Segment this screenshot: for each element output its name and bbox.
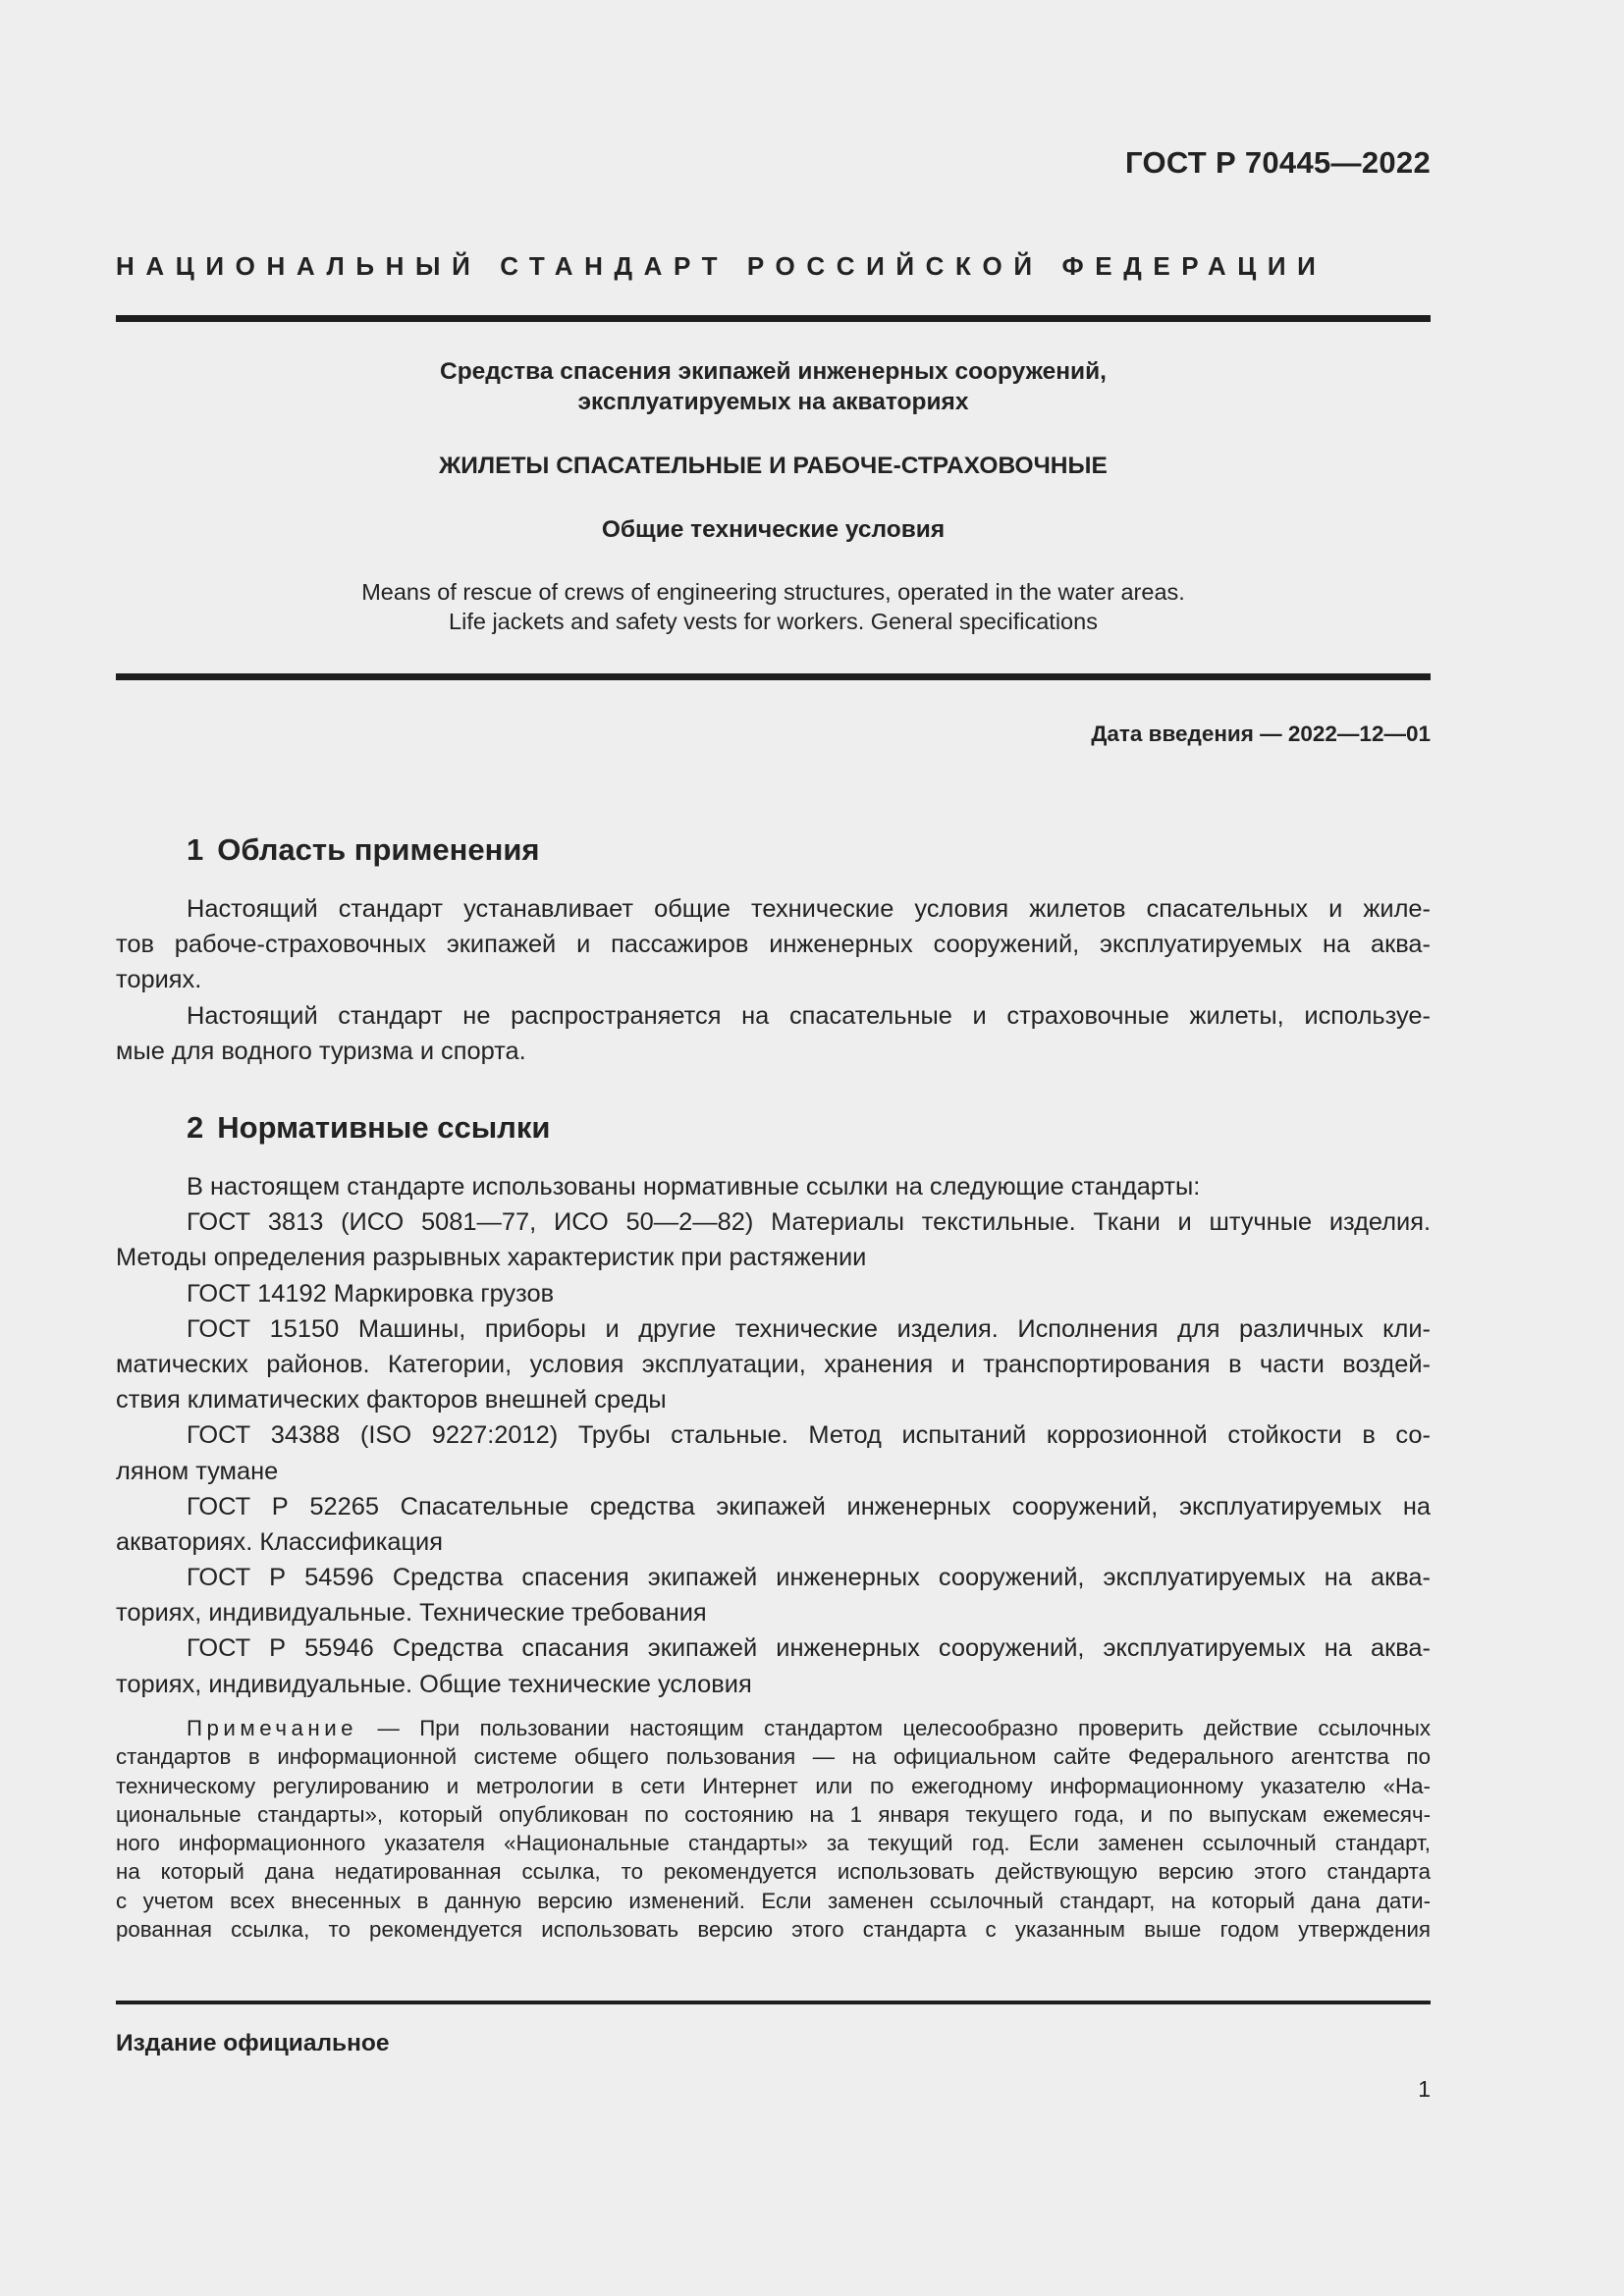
section-2-number: 2 bbox=[187, 1110, 204, 1145]
title-ru-line-2: эксплуатируемых на акваториях bbox=[577, 389, 969, 415]
section-2-line: В настоящем стандарте использованы нормативные ссылки на следующие стандарты: bbox=[187, 1173, 1201, 1201]
section-2-line: ГОСТ Р 55946 Средства спасания экипажей инженерных сооружений, эксплуатируемых на аква- bbox=[187, 1634, 1431, 1663]
note-line: рованная ссылка, то рекомендуется использовать версию этого стандарта с указанным выше годом утверждения bbox=[116, 1917, 1431, 1943]
title-ru-line-1: Средства спасения экипажей инженерных сооружений, bbox=[440, 358, 1107, 385]
section-1-title: Область применения bbox=[217, 832, 540, 867]
note-line: стандартов в информационной системе общего пользования — на официальном сайте Федерального агентства по bbox=[116, 1744, 1431, 1770]
section-2-line: ториях, индивидуальные. Общие технические условия bbox=[116, 1670, 752, 1698]
section-2-line: матических районов. Категории, условия эксплуатации, хранения и транспортирования в части воздей- bbox=[116, 1350, 1431, 1378]
note-line: ного информационного указателя «Национальные стандарты» за текущий год. Если заменен ссылочный стандарт, bbox=[116, 1831, 1431, 1856]
section-2-line: ториях, индивидуальные. Технические требования bbox=[116, 1599, 707, 1628]
title-en-line-2: Life jackets and safety vests for workers. General specifications bbox=[449, 609, 1098, 634]
note-first-line-text: — При пользовании настоящим стандартом целесообразно проверить действие ссылочных bbox=[357, 1716, 1431, 1740]
note-line: циональные стандарты», который опубликован по состоянию на 1 января текущего года, и по выпускам ежемесяч- bbox=[116, 1801, 1431, 1827]
page-number: 1 bbox=[1418, 2076, 1431, 2102]
introduction-date: Дата введения — 2022—12—01 bbox=[1091, 721, 1431, 746]
section-2-line: ствия климатических факторов внешней среды bbox=[116, 1386, 667, 1415]
section-2-line: ГОСТ Р 52265 Спасательные средства экипажей инженерных сооружений, эксплуатируемых на bbox=[187, 1492, 1431, 1521]
section-1-heading bbox=[187, 832, 540, 868]
note-line: с учетом всех внесенных в данную версию изменений. Если заменен ссылочный стандарт, на который дана дати- bbox=[116, 1888, 1431, 1913]
header-rule bbox=[116, 315, 1431, 322]
title-subtitle: Общие технические условия bbox=[601, 516, 946, 543]
section-2-line: ляном тумане bbox=[116, 1457, 279, 1485]
section-2-line: ГОСТ 14192 Маркировка грузов bbox=[187, 1279, 555, 1308]
section-1-line: ториях. bbox=[116, 966, 202, 994]
section-1-line: мые для водного туризма и спорта. bbox=[116, 1037, 526, 1065]
section-2-line: ГОСТ 34388 (ISO 9227:2012) Трубы стальные. Метод испытаний коррозионной стойкости в со- bbox=[187, 1421, 1431, 1450]
section-1-line: Настоящий стандарт устанавливает общие технические условия жилетов спасательных и жиле- bbox=[187, 895, 1431, 923]
note-line: техническому регулированию и метрологии в сети Интернет или по ежегодному информационному указателю «На- bbox=[116, 1773, 1431, 1798]
section-1-line: Настоящий стандарт не распространяется на спасательные и страховочные жилеты, используе- bbox=[187, 1001, 1431, 1030]
section-2-title: Нормативные ссылки bbox=[217, 1110, 551, 1145]
reference-note bbox=[116, 1714, 1431, 1944]
section-1-number: 1 bbox=[187, 832, 204, 867]
section-2-line: ГОСТ 3813 (ИСО 5081—77, ИСО 50—2—82) Материалы текстильные. Ткани и штучные изделия. bbox=[187, 1208, 1431, 1237]
note-first-line bbox=[116, 1714, 1431, 1742]
section-2-line: Методы определения разрывных характеристик при растяжении bbox=[116, 1244, 867, 1272]
note-line: на который дана недатированная ссылка, то рекомендуется использовать действующую версию этого стандарта bbox=[116, 1859, 1431, 1885]
section-2-line: акваториях. Классификация bbox=[116, 1527, 443, 1556]
title-en bbox=[116, 577, 1431, 636]
section-2-body bbox=[116, 1169, 1431, 1702]
section-2-line: ГОСТ Р 54596 Средства спасения экипажей инженерных сооружений, эксплуатируемых на аква- bbox=[187, 1564, 1431, 1592]
title-en-line-1: Means of rescue of crews of engineering structures, operated in the water areas. bbox=[361, 579, 1185, 605]
document-page bbox=[116, 0, 1431, 2296]
section-2-line: ГОСТ 15150 Машины, приборы и другие технические изделия. Исполнения для различных кли- bbox=[187, 1314, 1431, 1343]
title-main: ЖИЛЕТЫ СПАСАТЕЛЬНЫЕ И РАБОЧЕ-СТРАХОВОЧНЫЕ bbox=[439, 453, 1108, 479]
official-edition-label: Издание официальное bbox=[116, 2030, 390, 2056]
section-2-heading bbox=[187, 1110, 550, 1146]
section-1-line: тов рабоче-страховочных экипажей и пассажиров инженерных сооружений, эксплуатируемых на аква- bbox=[116, 931, 1431, 959]
footer-rule bbox=[116, 2001, 1431, 2004]
title-ru bbox=[116, 356, 1431, 417]
note-label: Примечание bbox=[187, 1716, 358, 1740]
standard-code: ГОСТ Р 70445—2022 bbox=[1125, 145, 1431, 180]
section-1-body bbox=[116, 891, 1431, 1069]
title-rule bbox=[116, 673, 1431, 680]
national-standard-banner: НАЦИОНАЛЬНЫЙ СТАНДАРТ РОССИЙСКОЙ ФЕДЕРАЦИИ bbox=[116, 251, 1327, 281]
